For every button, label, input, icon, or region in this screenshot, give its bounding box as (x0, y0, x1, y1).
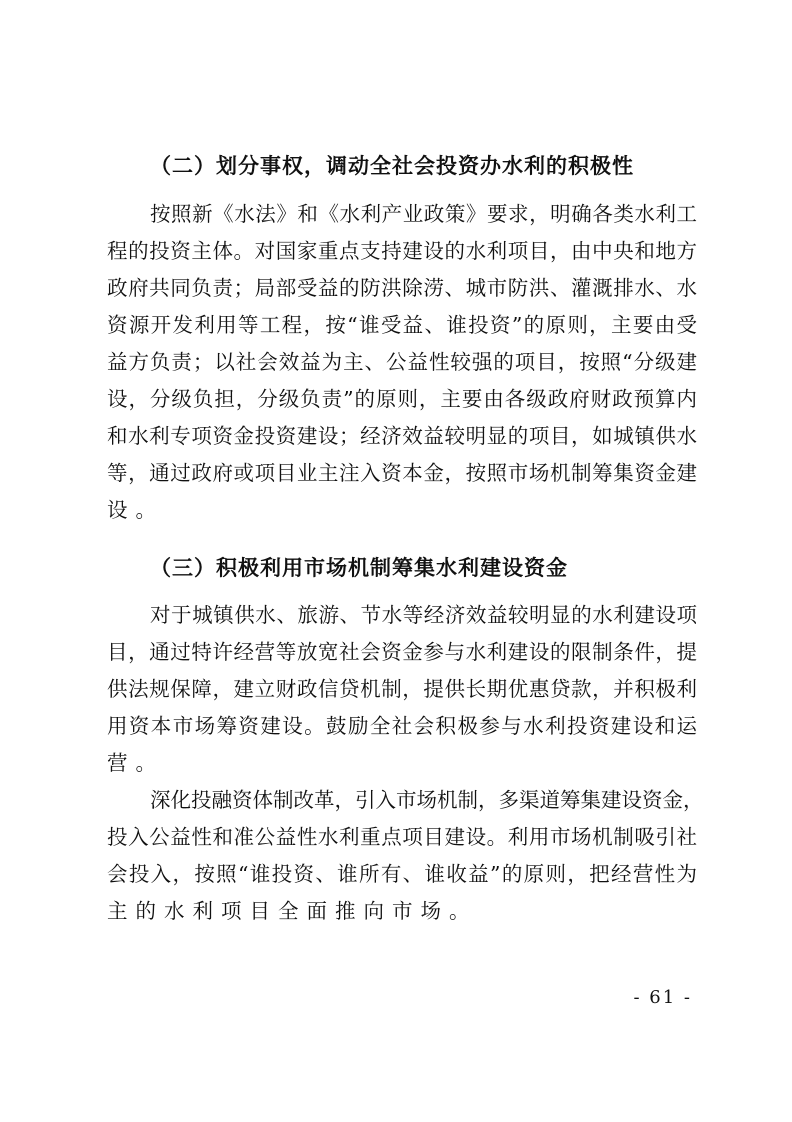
text-line: 目，通过特许经营等放宽社会资金参与水利建设的限制条件，提 (107, 640, 697, 664)
paragraph (107, 196, 697, 529)
text-line: 益方负责；以社会效益为主、公益性较强的项目，按照“分级建 (107, 350, 697, 374)
text-line: 程的投资主体。对国家重点支持建设的水利项目，由中央和地方 (107, 239, 697, 263)
text-line: 设，分级负担，分级负责”的原则，主要由各级政府财政预算内 (107, 387, 697, 411)
page-number: - 61 - (633, 987, 692, 1008)
paragraph (107, 782, 704, 930)
text-line: 设。 (107, 498, 164, 522)
text-line: 和水利专项资金投资建设；经济效益较明显的项目，如城镇供水 (107, 424, 697, 448)
text-line: 投入公益性和准公益性水利重点项目建设。利用市场机制吸引社 (107, 825, 697, 849)
text-line: 供法规保障，建立财政信贷机制，提供长期优惠贷款，并积极利 (107, 677, 697, 701)
text-line: 对于城镇供水、旅游、节水等经济效益较明显的水利建设项 (150, 603, 697, 627)
text-line: 主的水利项目全面推向市场。 (107, 899, 478, 923)
text-line: 资源开发利用等工程，按“谁受益、谁投资”的原则，主要由受 (107, 313, 697, 337)
text-line: 等，通过政府或项目业主注入资本金，按照市场机制筹集资金建 (107, 461, 697, 485)
text-line: 营。 (107, 751, 164, 775)
text-line: 按照新《水法》和《水利产业政策》要求，明确各类水利工 (150, 202, 697, 226)
section-heading-2: （二）划分事权，调动全社会投资办水利的积极性 (150, 153, 634, 178)
paragraph (107, 597, 697, 782)
text-line: 会投入，按照“谁投资、谁所有、谁收益”的原则，把经营性为 (107, 862, 697, 886)
text-line: 深化投融资体制改革，引入市场机制，多渠道筹集建设资金， (150, 788, 704, 812)
text-line: 政府共同负责；局部受益的防洪除涝、城市防洪、灌溉排水、水 (107, 276, 697, 300)
section-heading-3: （三）积极利用市场机制筹集水利建设资金 (150, 555, 568, 580)
text-line: 用资本市场筹资建设。鼓励全社会积极参与水利投资建设和运 (107, 714, 697, 738)
